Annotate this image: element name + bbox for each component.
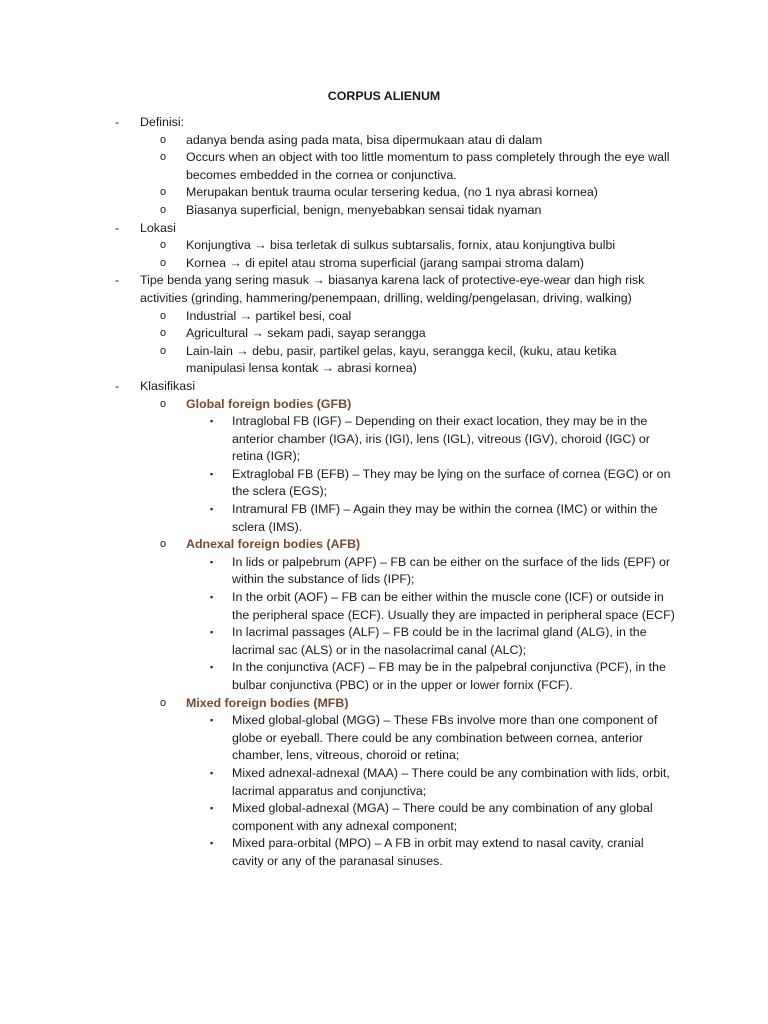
list-item	[0, 308, 768, 326]
item-text: Konjungtiva → bisa terletak di sulkus subtarsalis, fornix, atau konjungtiva bulbi	[186, 238, 616, 253]
list-item	[0, 237, 768, 255]
subheading-text: Mixed foreign bodies (MFB)	[186, 695, 349, 710]
circle-bullet: o	[160, 256, 167, 269]
subheading-text: Global foreign bodies (GFB)	[186, 396, 352, 411]
item-text: Merupakan bentuk trauma ocular tersering kedua, (no 1 nya abrasi kornea)	[186, 185, 598, 200]
section-label: Definisi:	[140, 115, 185, 129]
circle-bullet: o	[160, 151, 167, 164]
item-text: In the conjunctiva (ACF) – FB may be in the palpebral conjunctiva (PCF), in the bulbar conjunctiva (PBC) or in the upper or lower fornix (FCF).	[232, 660, 666, 692]
item-text: Lain-lain → debu, pasir, partikel gelas, kayu, serangga kecil, (kuku, atau ketika manipulasi lensa kontak → abrasi kornea)	[186, 343, 617, 376]
circle-bullet: o	[160, 327, 167, 340]
section-label: Lokasi	[140, 220, 176, 235]
item-text: Kornea → di epitel atau stroma superficial (jarang sampai stroma dalam)	[186, 255, 585, 270]
circle-bullet: o	[160, 344, 167, 357]
item-text: Mixed adnexal-adnexal (MAA) – There could be any combination with lids, orbit, lacrimal apparatus and conjunctiva;	[232, 765, 670, 798]
list-item	[0, 466, 768, 501]
subheading-gfb	[0, 396, 768, 414]
dash-bullet: -	[115, 273, 120, 288]
section-lokasi	[0, 220, 768, 238]
circle-bullet: o	[160, 239, 167, 252]
circle-bullet: o	[160, 203, 167, 216]
list-item	[0, 255, 768, 273]
circle-bullet: o	[160, 397, 167, 410]
item-text: In lacrimal passages (ALF) – FB could be in the lacrimal gland (ALG), in the lacrimal sac (ALS) or in the nasolacrimal canal (ALC);	[232, 625, 647, 657]
square-bullet: ▪	[210, 468, 214, 479]
list-item	[0, 835, 768, 870]
square-bullet: ▪	[210, 592, 214, 603]
square-bullet: ▪	[210, 715, 214, 726]
square-bullet: ▪	[210, 838, 214, 849]
item-text: Industrial → partikel besi, coal	[186, 308, 352, 323]
square-bullet: ▪	[210, 627, 214, 638]
subheading-text: Adnexal foreign bodies (AFB)	[186, 537, 361, 552]
section-klasifikasi	[0, 378, 768, 396]
item-text: Extraglobal FB (EFB) – They may be lying on the surface of cornea (EGC) or on the sclera (EGS);	[232, 466, 671, 499]
section-label: Tipe benda yang sering masuk → biasanya karena lack of protective-eye-wear dan high risk activities (grinding, hammering/penempaan, drilling, welding/pengelasan, driving, walking)	[140, 273, 645, 305]
square-bullet: ▪	[210, 416, 214, 427]
list-item	[0, 413, 768, 466]
item-text: In lids or palpebrum (APF) – FB can be either on the surface of the lids (EPF) or within the substance of lids (IPF);	[232, 554, 670, 587]
dash-bullet: -	[115, 220, 120, 235]
document-title: CORPUS ALIENUM	[327, 89, 441, 103]
square-bullet: ▪	[210, 767, 214, 778]
dash-bullet: -	[115, 378, 120, 393]
list-item	[0, 624, 768, 659]
item-text: adanya benda asing pada mata, bisa dipermukaan atau di dalam	[186, 132, 543, 147]
list-item	[0, 659, 768, 694]
circle-bullet: o	[160, 186, 167, 199]
section-label: Klasifikasi	[140, 378, 196, 393]
item-text: In the orbit (AOF) – FB can be either within the muscle cone (ICF) or outside in the peripheral space (ECF). Usually they are impacted in peripheral space (ECF)	[232, 590, 675, 622]
circle-bullet: o	[160, 309, 167, 322]
document-body	[0, 114, 768, 871]
square-bullet: ▪	[210, 556, 214, 567]
list-item	[0, 184, 768, 202]
item-text: Biasanya superficial, benign, menyebabkan sensai tidak nyaman	[186, 202, 542, 217]
subheading-afb	[0, 536, 768, 554]
section-definisi	[0, 114, 768, 132]
item-text: Intramural FB (IMF) – Again they may be within the cornea (IMC) or within the sclera (IMS).	[232, 502, 658, 534]
item-text: Occurs when an object with too little momentum to pass completely through the eye wall becomes embedded in the cornea or conjunctiva.	[186, 150, 670, 182]
item-text: Agricultural → sekam padi, sayap serangga	[186, 326, 426, 341]
item-text: Mixed global-adnexal (MGA) – There could be any combination of any global component with any adnexal component;	[232, 801, 653, 833]
square-bullet: ▪	[210, 504, 214, 515]
list-item	[0, 712, 768, 765]
circle-bullet: o	[160, 133, 167, 146]
subheading-mfb	[0, 695, 768, 713]
item-text: Mixed global-global (MGG) – These FBs involve more than one component of globe or eyeball. There could be any combination between cornea, anterior chamber, lens, vitreous, choroid or retina;	[232, 713, 658, 763]
list-item	[0, 589, 768, 624]
square-bullet: ▪	[210, 803, 214, 814]
dash-bullet: -	[115, 115, 120, 129]
list-item	[0, 554, 768, 589]
circle-bullet: o	[160, 696, 167, 709]
list-item	[0, 132, 768, 150]
list-item	[0, 202, 768, 220]
list-item	[0, 765, 768, 800]
list-item	[0, 149, 768, 184]
item-text: Intraglobal FB (IGF) – Depending on their exact location, they may be in the anterior chamber (IGA), iris (IGI), lens (IGL), vitreous (IGV), choroid (IGC) or retina (IGR);	[232, 414, 650, 464]
square-bullet: ▪	[210, 662, 214, 673]
list-item	[0, 325, 768, 343]
list-item	[0, 501, 768, 536]
item-text: Mixed para-orbital (MPO) – A FB in orbit may extend to nasal cavity, cranial cavity or any of the paranasal sinuses.	[232, 836, 644, 868]
list-item	[0, 800, 768, 835]
list-item	[0, 343, 768, 378]
circle-bullet: o	[160, 538, 167, 551]
section-tipe	[0, 272, 768, 307]
